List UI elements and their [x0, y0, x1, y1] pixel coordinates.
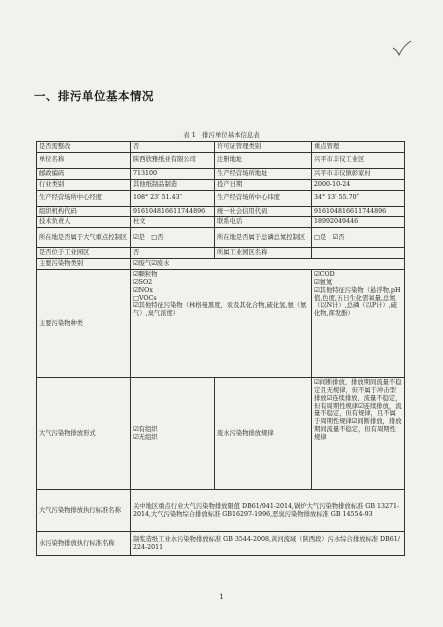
cell: 是否需整改 — [37, 142, 131, 153]
cell: 邮政编码 — [37, 168, 131, 179]
cell: 行业类别 — [37, 179, 131, 190]
cell: 陕西欣雅纸业有限公司 — [131, 152, 215, 168]
table-row — [37, 168, 405, 179]
pollutant-item: ☑SO2 — [133, 278, 153, 286]
pollutant-item: ☑NOx — [133, 286, 153, 294]
cell: 关中地区重点行业大气污染物排放限值 DB61/941-2014,锅炉大气污染物排放标准 GB 13271-2014,大气污染物综合排放标准 GB16297-1996,恶臭污染物排放标准 GB 14554-93 — [131, 490, 405, 532]
cell: 否 — [131, 142, 215, 153]
info-table — [36, 141, 405, 556]
cell — [312, 248, 405, 259]
cell: ☑废气☑废水 — [131, 259, 405, 270]
cell: 生产经营场所地址 — [215, 168, 312, 179]
cell: 生产经营场所中心经度 — [37, 190, 131, 206]
pollutant-item: ☑颗粒物 — [133, 271, 158, 279]
cell: 兴平市丰仪镇彰家村 — [312, 168, 405, 179]
cell: 组织机构代码 — [37, 206, 131, 217]
cell: 108° 23′ 51.43″ — [131, 190, 215, 206]
cell: 单位名称 — [37, 152, 131, 168]
cell: 916104816611744896 — [312, 206, 405, 217]
pollutant-item: ☑其他特征污染物（悬浮物,pH值,色度,五日生化需氧量,总氮（以N计）,总磷（以P计）,硫化物,挥发酚） — [314, 286, 401, 318]
page-number: 1 — [219, 593, 224, 601]
table-row — [37, 532, 405, 556]
cell: 大气污染物排放形式 — [37, 378, 131, 490]
cell: 18992049446 — [312, 217, 405, 228]
table-row — [37, 190, 405, 206]
cell: 杜文 — [131, 217, 215, 228]
cell: 否 — [131, 248, 215, 259]
table-row — [37, 206, 405, 217]
table-row — [37, 228, 405, 248]
cell: 投产日期 — [215, 179, 312, 190]
pen-tick-mark — [392, 40, 412, 58]
cell: 所在地是否属于总磷总氮控制区 — [215, 228, 312, 248]
cell: 所在地是否属于大气重点控制区 — [37, 228, 131, 248]
air-form-item: ☑无组织 — [133, 433, 158, 441]
table-row — [37, 490, 405, 532]
cell: 兴平市丰仪工业区 — [312, 152, 405, 168]
cell: 713100 — [131, 168, 215, 179]
table-row — [37, 152, 405, 168]
cell: □是 ☑否 — [312, 228, 405, 248]
table-row — [37, 179, 405, 190]
table-row — [37, 259, 405, 270]
table-caption: 表 1 排污单位基本信息表 — [183, 131, 260, 139]
cell: 其他纸制品制造 — [131, 179, 215, 190]
cell: 注册地址 — [215, 152, 312, 168]
cell: 重点管理 — [312, 142, 405, 153]
cell: 废水污染物排放规律 — [215, 378, 312, 490]
pollutant-item: ☑氨氮 — [314, 278, 333, 286]
cell: 所属工业园区名称 — [215, 248, 312, 259]
pollutant-item: ☑COD — [314, 271, 335, 279]
cell: 技术负责人 — [37, 217, 131, 228]
cell: 是否位于工业园区 — [37, 248, 131, 259]
table-row — [37, 378, 405, 490]
table-row — [37, 142, 405, 153]
air-pollutants-cell — [131, 270, 312, 378]
cell: 2000-10-24 — [312, 179, 405, 190]
cell: 水污染物排放执行标准名称 — [37, 532, 131, 556]
air-form-item: ☑有组织 — [133, 425, 158, 433]
cell: 统一社会信用代码 — [215, 206, 312, 217]
cell: 34° 13′ 55.70″ — [312, 190, 405, 206]
cell: 生产经营场所中心纬度 — [215, 190, 312, 206]
water-rules-cell: ☑间断排放，排放期间流量不稳定且无规律，但不属于冲击型排放☑连续排放，流量不稳定，但有周期性规律☑连续排放，流量不稳定，但有规律，且不属于周期性规律☑间断排放，排放期间流量不稳定，但有周期性规律 — [312, 378, 405, 490]
table-row — [37, 248, 405, 259]
cell: 制浆造纸工业水污染物排放标准 GB 3544-2008,黄河流域（陕西段）污水综合排放标准 DB61/ 224-2011 — [131, 532, 405, 556]
cell: 大气污染物排放执行标准名称 — [37, 490, 131, 532]
cell: 许可证管理类别 — [215, 142, 312, 153]
table-row — [37, 217, 405, 228]
cell: 主要污染物种类 — [37, 270, 131, 378]
cell: 主要污染物类别 — [37, 259, 131, 270]
section-title: 一、排污单位基本情况 — [34, 89, 154, 103]
air-forms-cell — [131, 378, 215, 490]
cell: 916104816611744896 — [131, 206, 215, 217]
table-row — [37, 270, 405, 378]
pollutant-item: □VOCs — [133, 294, 157, 302]
water-pollutants-cell — [312, 270, 405, 378]
cell: ☑是 □否 — [131, 228, 215, 248]
cell: 联系电话 — [215, 217, 312, 228]
pollutant-item: ☑其他特征污染物（林格曼黑度，汞及其化合物,硫化氢,氨（氨气）,臭气浓度） — [133, 302, 307, 318]
